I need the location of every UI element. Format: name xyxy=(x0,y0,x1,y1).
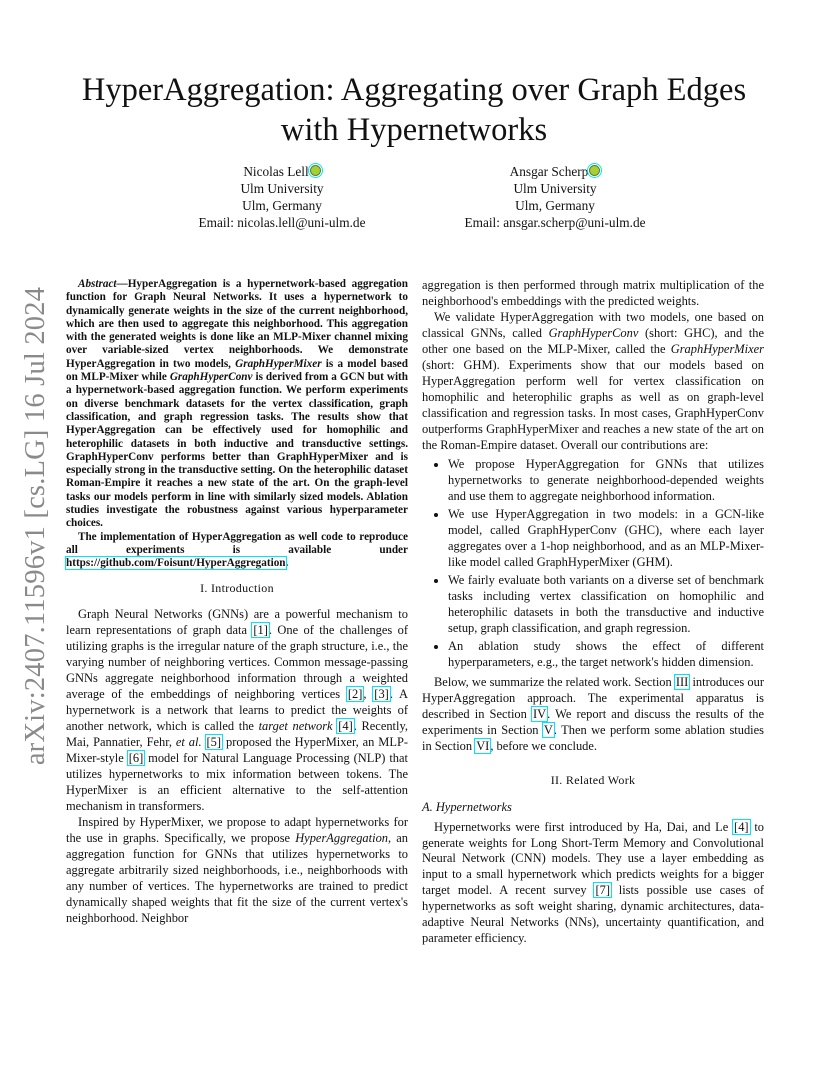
hypernetworks-paragraph: Hypernetworks were first introduced by Ha, Dai, and Le [4] to generate weights for Long Short-Term Memory and Convolutional Neural Network (CNN) models. They use a layer embedding as input to a small hypernetwork which predicts weights for a bigger target model. A recent survey [7] lists possible use cases of hypernetworks as soft weight sharing, dynamic architectures, data-adaptive Neural Networks (NNs), uncertainty quantification, and parameter efficiency. xyxy=(422,819,764,946)
section-link[interactable]: III xyxy=(675,674,689,689)
arxiv-identifier-stamp: arXiv:2407.11596v1 [cs.LG] 16 Jul 2024 xyxy=(20,286,51,766)
orcid-icon[interactable] xyxy=(589,165,600,176)
citation-link[interactable]: [3] xyxy=(374,687,389,702)
citation-link[interactable]: [7] xyxy=(595,883,610,898)
citation-link[interactable]: [6] xyxy=(128,751,144,766)
section-heading-related-work: II. Related Work xyxy=(550,772,636,787)
author-email: Email: nicolas.lell@uni-ulm.de xyxy=(198,215,366,230)
outline-paragraph: Below, we summarize the related work. Section III introduces our HyperAggregation approach. The experimental apparatus is described in Section IV. We report and discuss the results of the experiments in Section V. Then we perform some ablation studies in Section VI, before we conclude. xyxy=(422,674,764,753)
citation-link[interactable]: [4] xyxy=(734,819,749,834)
intro-paragraph-1: Graph Neural Networks (GNNs) are a powerful mechanism to learn representations of graph data [1]. One of the challenges of utilizing graphs is the irregular nature of the graph structure, i.e., the varying number of neighboring vertices. Common message-passing GNNs aggregate neighborhood information through a weighted average of the embeddings of neighboring vertices [2], [3]. A hypernetwork is a network that learns to predict the weights of another network, which is called the target network [4]. Recently, Mai, Pannatier, Fehr, et al. [5] proposed the HyperMixer, an MLP-Mixer-style [6] model for Natural Language Processing (NLP) that utilizes hypernetworks to mix information between tokens. The HyperMixer is an efficient alternative to the self-attention mechanism in transformers. xyxy=(66,607,408,813)
list-item: • We propose HyperAggregation for GNNs that utilizes hypernetworks to generate neighborhood-depended weights and use them to aggregate neighborhood information. xyxy=(448,457,764,505)
author-name: Ansgar Scherp xyxy=(509,164,589,179)
subsection-heading-hypernetworks: A. Hypernetworks xyxy=(422,799,512,814)
implementation-note: The implementation of HyperAggregation as well code to reproduce all experiments is available under https://github.com/Foisunt/HyperAggregation. xyxy=(66,530,408,570)
author-affiliation: Ulm University xyxy=(513,181,597,196)
abstract: Abstract—HyperAggregation is a hypernetwork-based aggregation function for Graph Neural Networks. It uses a hypernetwork to dynamically generate weights in the size of the current neighborhood, which are then used to aggregate this neighborhood. This aggregation with the generated weights is done like an MLP-Mixer channel mixing over variable-sized vertex neighborhoods. We demonstrate HyperAggregation in two models, GraphHyperMixer is a model based on MLP-Mixer while GraphHyperConv is derived from a GCN but with a hypernetwork-based aggregation function. We perform experiments on diverse benchmark datasets for the vertex classification, graph classification, and graph regression tasks. The results show that HyperAggregation can be effectively used for homophilic and heterophilic datasets in both inductive and transductive settings. GraphHyperConv performs better than GraphHyperMixer and is especially strong in the transductive setting. On the heterophilic dataset Roman-Empire it reaches a new state of the art. On the graph-level tasks our models perform in line with similarly sized models. Ablation studies investigate the robustness against various hyperparameter choices. xyxy=(66,278,408,530)
author-block-1 xyxy=(152,163,412,231)
list-item: • An ablation study shows the effect of different hyperparameters, e.g., the target network's hidden dimension. xyxy=(448,639,764,671)
section-link[interactable]: IV xyxy=(532,706,547,721)
author-email: Email: ansgar.scherp@uni-ulm.de xyxy=(464,215,646,230)
citation-link[interactable]: [4] xyxy=(338,719,353,734)
section-link[interactable]: VI xyxy=(476,738,490,753)
contributions-list xyxy=(422,457,764,670)
paper-title: HyperAggregation: Aggregating over Graph Edges with Hypernetworks xyxy=(81,72,747,148)
citation-link[interactable]: [5] xyxy=(206,735,222,750)
models-paragraph: We validate HyperAggregation with two models, one based on classical GNNs, called GraphHyperConv (short: GHC), and the other one based on the MLP-Mixer, called the GraphHyperMixer (short: GHM). Experiments show that our models based on HyperAggregation perform well for vertex classification on homophilic and heterophilic graphs as well as on graph-level classification and regression tasks. In most cases, GraphHyperConv outperforms GraphHyperMixer and reaches a new state of the art on the Roman-Empire dataset. Overall our contributions are: xyxy=(422,309,765,452)
continued-paragraph: aggregation is then performed through matrix multiplication of the neighborhood's embeddings with the predicted weights. xyxy=(422,278,764,308)
section-link[interactable]: V xyxy=(543,722,553,737)
list-item: • We fairly evaluate both variants on a diverse set of benchmark tasks including vertex classification on homophilic and heterophilic datasets in both the transductive and inductive setup, graph classification, and graph regression. xyxy=(448,573,764,637)
left-column xyxy=(66,278,408,927)
author-location: Ulm, Germany xyxy=(515,198,595,213)
citation-link[interactable]: [1] xyxy=(253,623,268,638)
author-affiliation: Ulm University xyxy=(240,181,324,196)
author-block-2 xyxy=(425,163,685,231)
citation-link[interactable]: [2] xyxy=(347,687,363,702)
list-item: • We use HyperAggregation in two models: in a GCN-like model, called GraphHyperConv (GHC), where each layer aggregates over a 1-hop neighborhood, and as an MLP-Mixer-like model called GraphHyperMixer (GHM). xyxy=(448,507,764,571)
author-name: Nicolas Lell xyxy=(243,164,309,179)
section-heading-introduction: I. Introduction xyxy=(200,580,274,595)
github-link[interactable]: https://github.com/Foisunt/HyperAggregation xyxy=(66,557,286,570)
orcid-icon[interactable] xyxy=(310,165,321,176)
right-column xyxy=(422,278,764,947)
author-location: Ulm, Germany xyxy=(242,198,322,213)
intro-paragraph-2: Inspired by HyperMixer, we propose to adapt hypernetworks for the use in graphs. Specifically, we propose HyperAggregation, an aggregation function for GNNs that utilizes hypernetworks to aggregate arbitrarily sized neighborhoods, i.e., neighborhoods with any number of vertices. The hypernetworks are trained to predict dynamically shaped weights that fit the size of the current vertex's neighborhood. Neighbor xyxy=(66,814,408,925)
